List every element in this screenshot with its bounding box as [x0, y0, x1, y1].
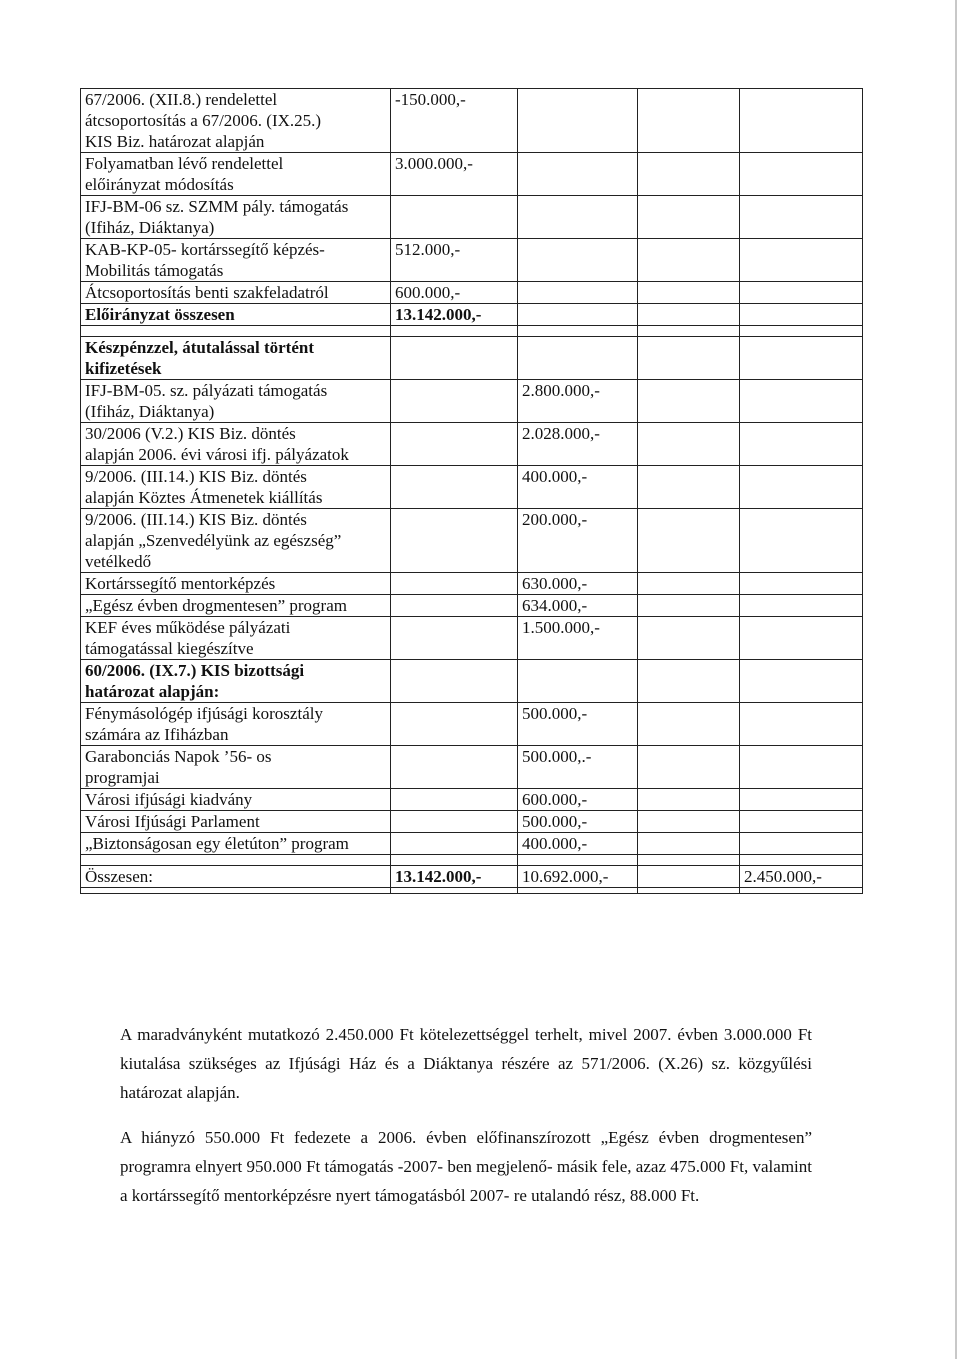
description-line: (Ifiház, Diáktanya) — [85, 218, 215, 237]
row-description — [81, 703, 391, 746]
empty-cell — [740, 595, 863, 617]
row-description — [81, 833, 391, 855]
row-description — [81, 660, 391, 703]
empty-cell — [391, 337, 518, 380]
empty-cell — [391, 380, 518, 423]
paid-amount: 634.000,- — [518, 595, 638, 617]
planned-amount: 600.000,- — [391, 282, 518, 304]
empty-cell — [518, 337, 638, 380]
description-line: határozat alapján: — [85, 682, 220, 701]
empty-cell — [638, 239, 740, 282]
budget-table — [80, 88, 863, 894]
row-description — [81, 617, 391, 660]
empty-cell — [638, 196, 740, 239]
empty-cell — [638, 326, 740, 337]
empty-cell — [740, 833, 863, 855]
table-row — [81, 833, 863, 855]
planned-amount: -150.000,- — [391, 89, 518, 153]
empty-cell — [740, 304, 863, 326]
description-line: 9/2006. (III.14.) KIS Biz. döntés — [85, 467, 307, 486]
empty-cell — [740, 282, 863, 304]
paid-amount: 400.000,- — [518, 466, 638, 509]
row-description — [81, 746, 391, 789]
empty-cell — [638, 337, 740, 380]
empty-cell — [391, 573, 518, 595]
budget-table-body — [81, 89, 863, 894]
description-line: programjai — [85, 768, 160, 787]
empty-cell — [638, 380, 740, 423]
summary-row — [81, 866, 863, 888]
empty-cell — [638, 304, 740, 326]
empty-cell — [638, 282, 740, 304]
summary-label: Összesen: — [81, 866, 391, 888]
table-row — [81, 573, 863, 595]
row-description — [81, 789, 391, 811]
empty-cell — [638, 746, 740, 789]
description-line: (Ifiház, Diáktanya) — [85, 402, 215, 421]
empty-cell — [638, 833, 740, 855]
empty-cell — [740, 89, 863, 153]
total-planned-label: Előirányzat összesen — [81, 304, 391, 326]
description-line: Városi Ifjúsági Parlament — [85, 812, 260, 831]
summary-paid: 10.692.000,- — [518, 866, 638, 888]
empty-cell — [740, 746, 863, 789]
table-row — [81, 196, 863, 239]
payments-header-row — [81, 337, 863, 380]
row-description — [81, 196, 391, 239]
description-line: Átcsoportosítás benti szakfeladatról — [85, 283, 329, 302]
description-line: Mobilitás támogatás — [85, 261, 224, 280]
table-row — [81, 423, 863, 466]
empty-cell — [391, 466, 518, 509]
empty-cell — [391, 326, 518, 337]
description-line: Fénymásológép ifjúsági korosztály — [85, 704, 323, 723]
empty-cell — [740, 509, 863, 573]
description-line: kifizetések — [85, 359, 162, 378]
description-line: IFJ-BM-05. sz. pályázati támogatás — [85, 381, 328, 400]
planned-amount — [391, 196, 518, 239]
description-line: Városi ifjúsági kiadvány — [85, 790, 253, 809]
empty-cell — [740, 855, 863, 866]
description-line: KEF éves működése pályázati — [85, 618, 291, 637]
empty-cell — [391, 423, 518, 466]
empty-cell — [740, 337, 863, 380]
description-line: 67/2006. (XII.8.) rendelettel — [85, 90, 278, 109]
paid-amount: 2.800.000,- — [518, 380, 638, 423]
empty-cell — [740, 660, 863, 703]
description-line: IFJ-BM-06 sz. SZMM pály. támogatás — [85, 197, 349, 216]
paid-amount: 500.000,.- — [518, 746, 638, 789]
paragraph-remainder: A maradványként mutatkozó 2.450.000 Ft kötelezettséggel terhelt, mivel 2007. évben 3.000.000 Ft kiutalása szükséges az Ifjúsági Ház és a Diáktanya részére az 571/2006. (X.26) sz. közgyűlési határozat alapján. — [120, 1025, 812, 1102]
empty-cell — [740, 423, 863, 466]
empty-cell — [518, 855, 638, 866]
empty-cell — [391, 660, 518, 703]
empty-cell — [638, 617, 740, 660]
empty-cell — [391, 595, 518, 617]
table-row — [81, 509, 863, 573]
paid-amount: 2.028.000,- — [518, 423, 638, 466]
table-row — [81, 380, 863, 423]
empty-cell — [740, 196, 863, 239]
empty-cell — [740, 466, 863, 509]
table-row — [81, 703, 863, 746]
empty-cell — [518, 326, 638, 337]
empty-cell — [518, 196, 638, 239]
row-description — [81, 89, 391, 153]
empty-cell — [638, 153, 740, 196]
empty-cell — [81, 888, 391, 894]
empty-cell — [638, 789, 740, 811]
scan-edge — [955, 0, 957, 1359]
empty-cell — [518, 239, 638, 282]
description-line: alapján 2006. évi városi ifj. pályázatok — [85, 445, 349, 464]
empty-cell — [638, 466, 740, 509]
empty-cell — [638, 660, 740, 703]
table-row — [81, 282, 863, 304]
planned-amount: 3.000.000,- — [391, 153, 518, 196]
description-line: 30/2006 (V.2.) KIS Biz. döntés — [85, 424, 296, 443]
empty-cell — [638, 89, 740, 153]
empty-cell — [740, 153, 863, 196]
description-line: Folyamatban lévő rendelettel — [85, 154, 284, 173]
empty-cell — [518, 304, 638, 326]
description-line: 9/2006. (III.14.) KIS Biz. döntés — [85, 510, 307, 529]
row-description — [81, 573, 391, 595]
description-line: vetélkedő — [85, 552, 152, 571]
planned-amount: 512.000,- — [391, 239, 518, 282]
empty-cell — [740, 888, 863, 894]
table-row — [81, 811, 863, 833]
table-row — [81, 617, 863, 660]
empty-cell — [518, 888, 638, 894]
empty-cell — [638, 703, 740, 746]
description-line: előirányzat módosítás — [85, 175, 234, 194]
empty-cell — [740, 617, 863, 660]
paid-amount: 500.000,- — [518, 703, 638, 746]
empty-cell — [638, 595, 740, 617]
table-row — [81, 239, 863, 282]
row-description — [81, 153, 391, 196]
empty-cell — [391, 509, 518, 573]
empty-cell — [638, 573, 740, 595]
empty-cell — [391, 789, 518, 811]
row-description — [81, 466, 391, 509]
table-row — [81, 789, 863, 811]
table-row — [81, 595, 863, 617]
empty-cell — [391, 811, 518, 833]
table-row — [81, 466, 863, 509]
empty-cell — [740, 811, 863, 833]
empty-cell — [740, 703, 863, 746]
empty-cell — [638, 888, 740, 894]
empty-cell — [391, 703, 518, 746]
paid-amount: 630.000,- — [518, 573, 638, 595]
empty-cell — [638, 866, 740, 888]
row-description — [81, 423, 391, 466]
paid-amount: 400.000,- — [518, 833, 638, 855]
empty-cell — [638, 423, 740, 466]
table-row — [81, 746, 863, 789]
empty-cell — [391, 617, 518, 660]
row-description — [81, 337, 391, 380]
description-line: Garabonciás Napok ’56- os — [85, 747, 272, 766]
table-row — [81, 660, 863, 703]
empty-cell — [81, 326, 391, 337]
description-line: átcsoportosítás a 67/2006. (IX.25.) — [85, 111, 322, 130]
spacer-row — [81, 855, 863, 866]
description-line: alapján Köztes Átmenetek kiállítás — [85, 488, 323, 507]
table-row — [81, 89, 863, 153]
paid-amount: 1.500.000,- — [518, 617, 638, 660]
spacer-row — [81, 326, 863, 337]
paid-amount: 500.000,- — [518, 811, 638, 833]
row-description — [81, 239, 391, 282]
empty-cell — [81, 855, 391, 866]
row-description — [81, 811, 391, 833]
description-line: „Biztonságosan egy életúton” program — [85, 834, 349, 853]
row-description — [81, 509, 391, 573]
total-planned-row — [81, 304, 863, 326]
description-line: KIS Biz. határozat alapján — [85, 132, 265, 151]
row-description — [81, 282, 391, 304]
description-line: KAB-KP-05- kortárssegítő képzés- — [85, 240, 325, 259]
empty-cell — [740, 380, 863, 423]
paid-amount: 600.000,- — [518, 789, 638, 811]
empty-cell — [740, 239, 863, 282]
spacer-row — [81, 888, 863, 894]
empty-cell — [391, 888, 518, 894]
summary-remaining: 2.450.000,- — [740, 866, 863, 888]
description-line: 60/2006. (IX.7.) KIS bizottsági — [85, 661, 305, 680]
paid-amount: 200.000,- — [518, 509, 638, 573]
empty-cell — [391, 746, 518, 789]
empty-cell — [391, 855, 518, 866]
table-row — [81, 153, 863, 196]
empty-cell — [518, 153, 638, 196]
description-line: támogatással kiegészítve — [85, 639, 254, 658]
description-line: számára az Ifiházban — [85, 725, 229, 744]
row-description — [81, 380, 391, 423]
paragraph-shortfall: A hiányzó 550.000 Ft fedezete a 2006. évben előfinanszírozott „Egész évben drogmentesen” programra elnyert 950.000 Ft támogatás -2007- ben megjelenő- másik fele, azaz 475.000 Ft, valamint a kortárssegítő mentorképzésre nyert támogatásból 2007- re utalandó rész, 88.000 Ft. — [120, 1128, 812, 1205]
empty-cell — [518, 282, 638, 304]
empty-cell — [740, 789, 863, 811]
empty-cell — [391, 833, 518, 855]
empty-cell — [638, 509, 740, 573]
empty-cell — [638, 811, 740, 833]
summary-planned: 13.142.000,- — [391, 866, 518, 888]
empty-cell — [740, 326, 863, 337]
empty-cell — [740, 573, 863, 595]
description-line: Kortárssegítő mentorképzés — [85, 574, 276, 593]
total-planned-amount: 13.142.000,- — [391, 304, 518, 326]
description-line: alapján „Szenvedélyünk az egészség” — [85, 531, 342, 550]
empty-cell — [518, 89, 638, 153]
description-line: „Egész évben drogmentesen” program — [85, 596, 347, 615]
row-description — [81, 595, 391, 617]
description-line: Készpénzzel, átutalással történt — [85, 338, 314, 357]
empty-cell — [638, 855, 740, 866]
paid-amount — [518, 660, 638, 703]
